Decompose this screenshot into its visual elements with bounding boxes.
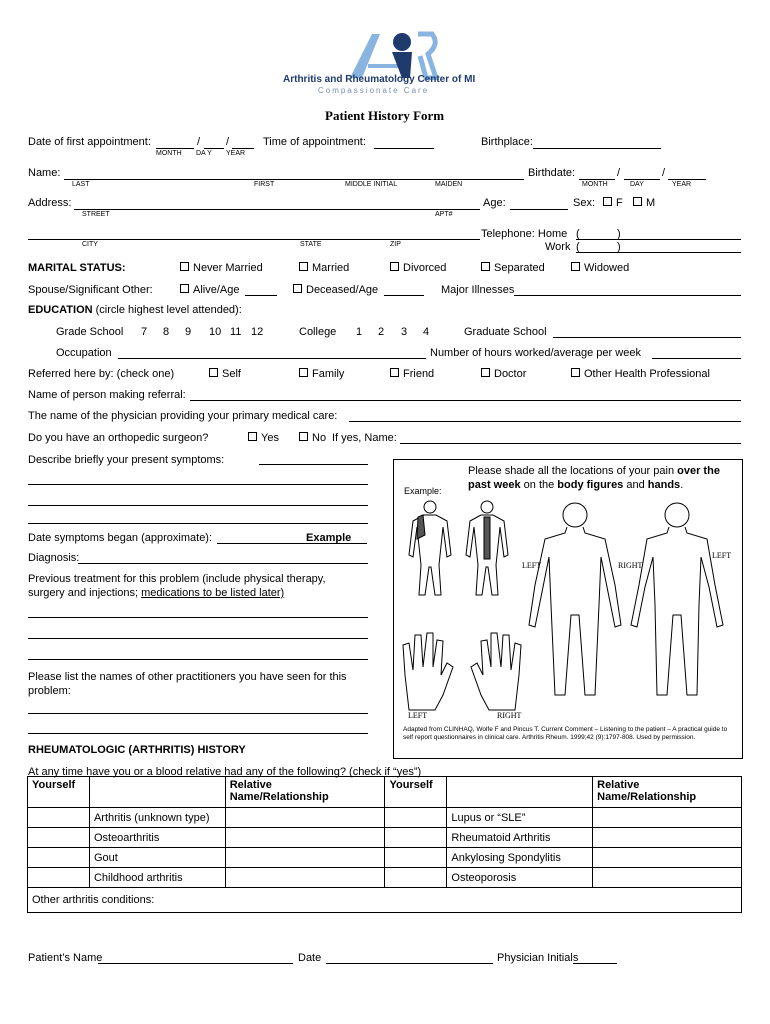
referral-name-field[interactable] bbox=[190, 400, 741, 401]
option-label: Yes bbox=[261, 432, 279, 444]
practitioners-line[interactable] bbox=[28, 733, 368, 734]
year-caption: YEAR bbox=[226, 150, 246, 157]
logo-mark bbox=[340, 30, 440, 80]
spouse-alive-option[interactable] bbox=[180, 284, 239, 296]
checkbox-icon[interactable] bbox=[299, 368, 308, 377]
previous-treatment-line2 bbox=[28, 587, 284, 599]
rheum-question: At any time have you or a blood relative had any of the following? (check if “yes”) bbox=[28, 766, 422, 778]
checkbox-icon[interactable] bbox=[248, 432, 257, 441]
paren: ) bbox=[617, 228, 621, 240]
col-blank bbox=[89, 777, 225, 808]
primary-physician-field[interactable] bbox=[349, 421, 741, 422]
occupation-label: Occupation bbox=[56, 347, 112, 359]
marital-option-widowed[interactable] bbox=[571, 262, 629, 274]
condition-cell: Osteoporosis bbox=[447, 868, 593, 888]
home-phone-label: Telephone: Home bbox=[481, 228, 568, 240]
treatment-line[interactable] bbox=[28, 617, 368, 618]
birthdate-label: Birthdate: bbox=[528, 167, 576, 179]
age-label: Age: bbox=[483, 197, 506, 209]
page-title: Patient History Form bbox=[325, 108, 445, 123]
relative-cell[interactable] bbox=[225, 848, 385, 868]
checkbox-icon[interactable] bbox=[299, 262, 308, 271]
grade-option[interactable]: 11 bbox=[230, 326, 242, 338]
spouse-deceased-option[interactable] bbox=[293, 284, 378, 296]
instr-text: . bbox=[680, 479, 684, 491]
referral-option-self[interactable] bbox=[209, 368, 241, 380]
symptoms-label: Describe briefly your present symptoms: bbox=[28, 454, 225, 466]
birthplace-field[interactable] bbox=[533, 148, 661, 149]
date-field[interactable] bbox=[326, 963, 493, 964]
option-label: Friend bbox=[403, 368, 435, 380]
hand-left-label: LEFT bbox=[408, 711, 428, 720]
referral-name-label: Name of person making referral: bbox=[28, 389, 186, 401]
col-relative-l1: Relative bbox=[597, 779, 640, 791]
yourself-cell[interactable] bbox=[385, 848, 447, 868]
sex-label: Sex: bbox=[573, 197, 596, 209]
marital-status-label: MARITAL STATUS: bbox=[28, 262, 126, 274]
table-row bbox=[28, 828, 742, 848]
option-label: Family bbox=[312, 368, 345, 380]
condition-cell: Childhood arthritis bbox=[89, 868, 225, 888]
first-appointment-label: Date of first appointment: bbox=[28, 136, 151, 148]
table-header-row bbox=[28, 777, 742, 808]
checkbox-icon[interactable] bbox=[390, 262, 399, 271]
slash: / bbox=[226, 136, 230, 148]
previous-treatment-line1: Previous treatment for this problem (include physical therapy, bbox=[28, 573, 326, 585]
patient-name-field[interactable] bbox=[98, 963, 293, 964]
city-caption: CITY bbox=[82, 241, 98, 248]
home-phone-field[interactable] bbox=[576, 239, 741, 240]
symptoms-began-label: Date symptoms began (approximate): bbox=[28, 532, 213, 544]
checkbox-icon[interactable] bbox=[293, 284, 302, 293]
checkbox-icon[interactable] bbox=[209, 368, 218, 377]
col-relative-l2: Name/Relationship bbox=[597, 791, 697, 803]
checkbox-icon[interactable] bbox=[571, 262, 580, 271]
col-relative bbox=[225, 777, 385, 808]
age-field[interactable] bbox=[510, 209, 568, 210]
ortho-no-option[interactable] bbox=[299, 432, 326, 444]
appt-month-field[interactable] bbox=[156, 148, 194, 149]
relative-cell[interactable] bbox=[225, 868, 385, 888]
pain-instructions bbox=[468, 464, 738, 492]
referral-option-family[interactable] bbox=[299, 368, 344, 380]
option-label: Separated bbox=[494, 262, 545, 274]
col-relative-l1: Relative bbox=[229, 779, 272, 791]
condition-cell: Lupus or “SLE” bbox=[447, 808, 593, 828]
checkbox-icon[interactable] bbox=[299, 432, 308, 441]
yourself-cell[interactable] bbox=[28, 808, 90, 828]
slash: / bbox=[662, 167, 666, 179]
sex-male-option[interactable] bbox=[633, 197, 655, 209]
appt-year-field[interactable] bbox=[232, 148, 254, 149]
college-year-option[interactable]: 1 bbox=[356, 326, 363, 338]
college-year-option[interactable]: 4 bbox=[423, 326, 430, 338]
practitioners-line2: problem: bbox=[28, 685, 71, 697]
col-blank bbox=[447, 777, 593, 808]
appt-day-field[interactable] bbox=[204, 148, 224, 149]
logo bbox=[340, 30, 440, 80]
logo-name: Arthritis and Rheumatology Center of MI bbox=[283, 74, 476, 85]
figure-right-label: RIGHT bbox=[618, 561, 643, 570]
referral-option-other[interactable] bbox=[571, 368, 710, 380]
major-illnesses-label: Major Illnesses bbox=[441, 284, 515, 296]
col-relative-l2: Name/Relationship bbox=[229, 791, 329, 803]
treatment-line[interactable] bbox=[28, 659, 368, 660]
sex-female-option[interactable] bbox=[603, 197, 623, 209]
spouse-alive-age-field[interactable] bbox=[245, 295, 277, 296]
day-caption: DA Y bbox=[196, 150, 212, 157]
large-back-figure bbox=[529, 503, 621, 695]
table-row bbox=[28, 808, 742, 828]
example-back-figure bbox=[466, 501, 508, 595]
figure-left-label: LEFT bbox=[522, 561, 542, 570]
condition-cell: Ankylosing Spondylitis bbox=[447, 848, 593, 868]
date-label: Date bbox=[298, 952, 322, 964]
grade-school-label: Grade School bbox=[56, 326, 124, 338]
option-label: Divorced bbox=[403, 262, 447, 274]
marital-option-separated[interactable] bbox=[481, 262, 545, 274]
condition-cell: Arthritis (unknown type) bbox=[89, 808, 225, 828]
birth-year-field[interactable] bbox=[668, 179, 706, 180]
spouse-deceased-age-field[interactable] bbox=[384, 295, 424, 296]
ortho-yes-option[interactable] bbox=[248, 432, 279, 444]
primary-physician-label: The name of the physician providing your primary medical care: bbox=[28, 410, 338, 422]
symptoms-field[interactable] bbox=[259, 464, 368, 465]
relative-cell[interactable] bbox=[593, 808, 742, 828]
education-label: EDUCATION bbox=[28, 304, 93, 316]
checkbox-icon[interactable] bbox=[571, 368, 580, 377]
birth-day-caption: DAY bbox=[630, 181, 644, 188]
checkbox-icon[interactable] bbox=[633, 197, 642, 206]
option-label: Deceased/Age bbox=[306, 284, 379, 296]
yourself-cell[interactable] bbox=[385, 828, 447, 848]
prev-treatment-text: surgery and injections; bbox=[28, 587, 142, 599]
right-hand bbox=[471, 633, 521, 710]
large-front-figure bbox=[631, 503, 723, 695]
treatment-line[interactable] bbox=[28, 638, 368, 639]
other-conditions-cell[interactable]: Other arthritis conditions: bbox=[28, 888, 742, 913]
address-label: Address: bbox=[28, 197, 72, 209]
birth-month-field[interactable] bbox=[579, 179, 615, 180]
college-label: College bbox=[299, 326, 337, 338]
relative-cell[interactable] bbox=[593, 848, 742, 868]
option-label: Self bbox=[222, 368, 241, 380]
paren: ( bbox=[576, 241, 580, 253]
instr-text: on the bbox=[520, 479, 558, 491]
checkbox-icon[interactable] bbox=[481, 262, 490, 271]
symptoms-line[interactable] bbox=[28, 484, 368, 485]
relative-cell[interactable] bbox=[593, 828, 742, 848]
diagnosis-label: Diagnosis: bbox=[28, 552, 80, 564]
example-front-figure bbox=[409, 501, 451, 595]
instr-bold: past week bbox=[468, 479, 521, 491]
hand-right-label: RIGHT bbox=[497, 711, 522, 720]
symptoms-line[interactable] bbox=[28, 523, 368, 524]
birth-year-caption: YEAR bbox=[672, 181, 692, 188]
instr-text: and bbox=[623, 479, 648, 491]
yourself-cell[interactable] bbox=[28, 828, 90, 848]
option-label: Doctor bbox=[494, 368, 527, 380]
checkbox-icon[interactable] bbox=[180, 262, 189, 271]
yourself-cell[interactable] bbox=[385, 868, 447, 888]
major-illnesses-field[interactable] bbox=[514, 295, 741, 296]
paren: ( bbox=[576, 228, 580, 240]
name-label: Name: bbox=[28, 167, 61, 179]
option-label: Other Health Professional bbox=[584, 368, 710, 380]
college-year-option[interactable]: 2 bbox=[378, 326, 385, 338]
referral-option-doctor[interactable] bbox=[481, 368, 526, 380]
middle-caption: MIDDLE INITIAL bbox=[345, 181, 398, 188]
yourself-cell[interactable] bbox=[385, 808, 447, 828]
college-year-option[interactable]: 3 bbox=[401, 326, 408, 338]
referred-by-label: Referred here by: (check one) bbox=[28, 368, 175, 380]
graduate-school-label: Graduate School bbox=[464, 326, 547, 338]
symptoms-line[interactable] bbox=[28, 505, 368, 506]
marital-option-never[interactable] bbox=[180, 262, 263, 274]
yourself-cell[interactable] bbox=[28, 868, 90, 888]
instr-bold: body figures bbox=[557, 479, 624, 491]
option-label: Never Married bbox=[193, 262, 263, 274]
rheum-history-heading: RHEUMATOLOGIC (ARTHRITIS) HISTORY bbox=[28, 744, 246, 756]
condition-cell: Rheumatoid Arthritis bbox=[447, 828, 593, 848]
checkbox-icon[interactable] bbox=[603, 197, 612, 206]
option-label: Alive/Age bbox=[193, 284, 240, 296]
work-phone-label: Work bbox=[545, 241, 571, 253]
occupation-field[interactable] bbox=[118, 358, 426, 359]
graduate-school-field[interactable] bbox=[553, 337, 741, 338]
work-phone-field[interactable] bbox=[576, 252, 741, 253]
table-row bbox=[28, 848, 742, 868]
state-caption: STATE bbox=[300, 241, 322, 248]
referral-option-friend[interactable] bbox=[390, 368, 434, 380]
yourself-cell[interactable] bbox=[28, 848, 90, 868]
birthplace-label: Birthplace: bbox=[481, 136, 533, 148]
if-yes-name-label: If yes, Name: bbox=[332, 432, 397, 444]
example-label: Example bbox=[306, 532, 352, 544]
option-label: Married bbox=[312, 262, 350, 274]
example-figure-label: Example: bbox=[404, 486, 442, 496]
month-caption: MONTH bbox=[156, 150, 182, 157]
sex-female-label: F bbox=[616, 197, 623, 209]
medications-note: medications to be listed later) bbox=[141, 587, 285, 599]
checkbox-icon[interactable] bbox=[180, 284, 189, 293]
practitioners-line1: Please list the names of other practitioners you have seen for this bbox=[28, 671, 347, 683]
logo-tagline: Compassionate Care bbox=[318, 86, 430, 95]
hours-worked-label: Number of hours worked/average per week bbox=[430, 347, 641, 359]
checkbox-icon[interactable] bbox=[481, 368, 490, 377]
birth-month-caption: MONTH bbox=[582, 181, 608, 188]
relative-cell[interactable] bbox=[225, 828, 385, 848]
name-field[interactable] bbox=[64, 179, 524, 180]
birth-day-field[interactable] bbox=[624, 179, 660, 180]
grade-option[interactable]: 7 bbox=[141, 326, 148, 338]
surgeon-name-field[interactable] bbox=[400, 443, 741, 444]
maiden-caption: MAIDEN bbox=[435, 181, 463, 188]
left-hand bbox=[403, 633, 453, 710]
instr-text: Please shade all the locations of your pain bbox=[468, 465, 678, 477]
paren: ) bbox=[617, 241, 621, 253]
slash: / bbox=[197, 136, 201, 148]
rheum-history-table bbox=[27, 776, 742, 913]
hours-worked-field[interactable] bbox=[652, 358, 741, 359]
practitioners-line[interactable] bbox=[28, 713, 368, 714]
condition-cell: Gout bbox=[89, 848, 225, 868]
zip-caption: ZIP bbox=[390, 241, 401, 248]
education-hint: (circle highest level attended): bbox=[95, 304, 242, 316]
last-caption: LAST bbox=[72, 181, 90, 188]
condition-cell: Osteoarthritis bbox=[89, 828, 225, 848]
physician-initials-label: Physician Initials bbox=[497, 952, 579, 964]
patient-name-label: Patient’s Name bbox=[28, 952, 103, 964]
grade-option[interactable]: 8 bbox=[163, 326, 170, 338]
education-heading bbox=[28, 304, 242, 316]
first-caption: FIRST bbox=[254, 181, 275, 188]
address-field[interactable] bbox=[74, 209, 480, 210]
relative-cell[interactable] bbox=[593, 868, 742, 888]
spouse-label: Spouse/Significant Other: bbox=[28, 284, 153, 296]
col-relative bbox=[593, 777, 742, 808]
marital-option-married[interactable] bbox=[299, 262, 349, 274]
diagnosis-field[interactable] bbox=[78, 563, 368, 564]
checkbox-icon[interactable] bbox=[390, 368, 399, 377]
appointment-time-label: Time of appointment: bbox=[263, 136, 366, 148]
physician-initials-field[interactable] bbox=[573, 963, 617, 964]
apt-caption: APT# bbox=[435, 211, 453, 218]
instr-bold: hands bbox=[647, 479, 681, 491]
instr-bold: over the bbox=[677, 465, 720, 477]
city-state-zip-field[interactable] bbox=[28, 239, 480, 240]
figure-left-label-2: LEFT bbox=[712, 551, 732, 560]
table-row bbox=[28, 868, 742, 888]
relative-cell[interactable] bbox=[225, 808, 385, 828]
body-figures[interactable] bbox=[395, 495, 739, 723]
table-row-other bbox=[28, 888, 742, 913]
orthopedic-label: Do you have an orthopedic surgeon? bbox=[28, 432, 209, 444]
grade-option[interactable]: 9 bbox=[185, 326, 192, 338]
col-yourself: Yourself bbox=[385, 777, 447, 808]
option-label: Widowed bbox=[584, 262, 630, 274]
grade-option[interactable]: 12 bbox=[251, 326, 264, 338]
street-caption: STREET bbox=[82, 211, 110, 218]
figure-credit: Adapted from CLINHAQ, Wolfe F and Pincus T. Current Comment – Listening to the patient – A practical guide to self report questionnaires in clinical care. Arthritis Rheum. 1999;42 (9):1797-808. Used by permission. bbox=[403, 726, 728, 741]
slash: / bbox=[617, 167, 621, 179]
marital-option-divorced[interactable] bbox=[390, 262, 446, 274]
option-label: No bbox=[312, 432, 327, 444]
appointment-time-field[interactable] bbox=[374, 148, 434, 149]
sex-male-label: M bbox=[646, 197, 656, 209]
col-yourself: Yourself bbox=[28, 777, 90, 808]
grade-option[interactable]: 10 bbox=[209, 326, 222, 338]
